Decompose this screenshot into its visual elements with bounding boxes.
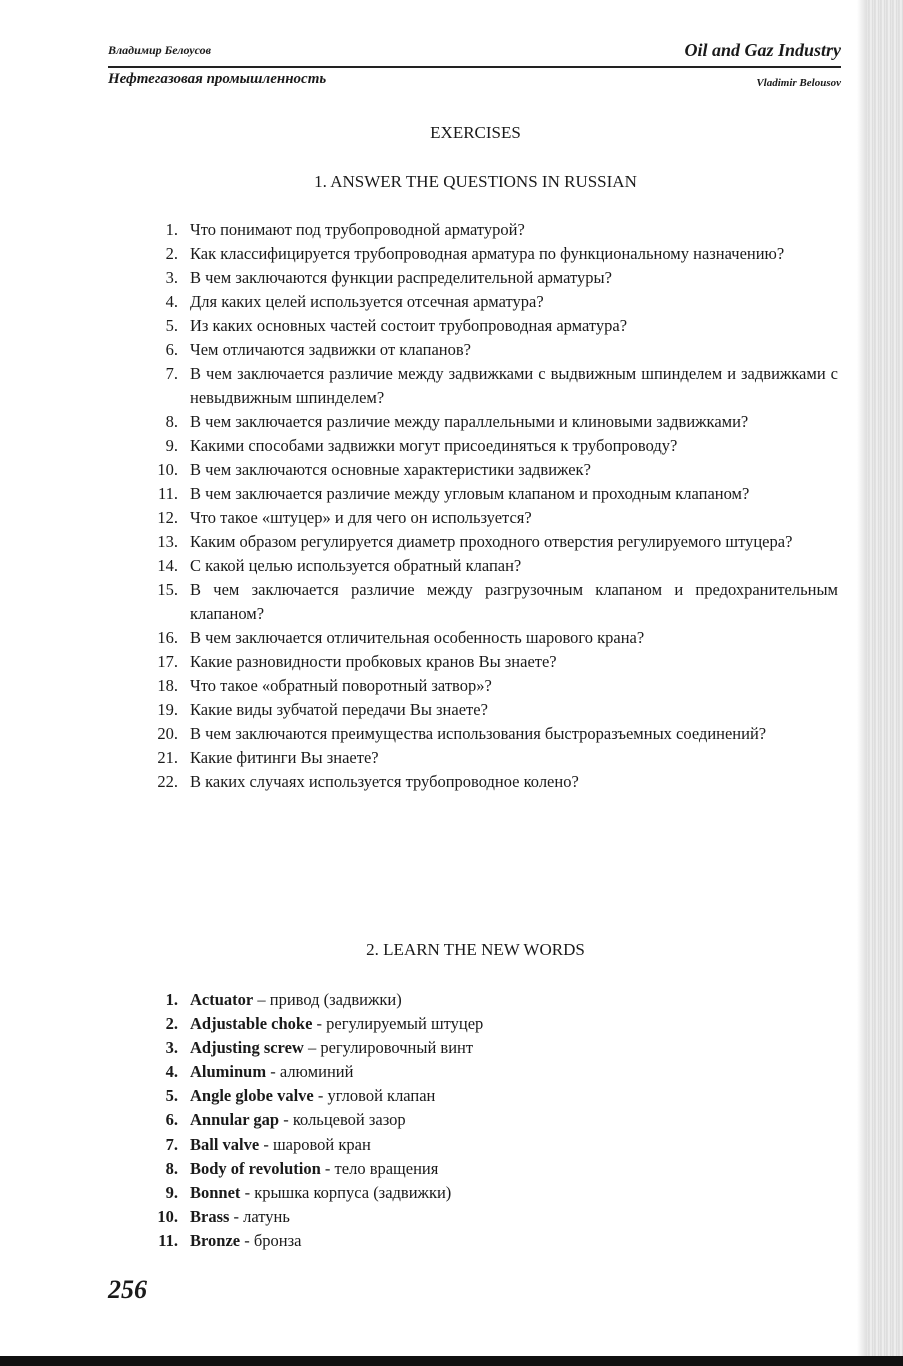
- vocabulary-number: 7.: [165, 1134, 178, 1154]
- header-author-en: Vladimir Belousov: [756, 77, 841, 89]
- vocabulary-term: Actuator: [190, 990, 254, 1009]
- question-item: [140, 218, 838, 242]
- question-item: [140, 482, 838, 506]
- bottom-edge-bar: [0, 1356, 903, 1366]
- vocabulary-translation: алюминий: [279, 1062, 354, 1082]
- question-item: [140, 770, 838, 794]
- vocabulary-item: [140, 1036, 838, 1060]
- question-number: 17.: [157, 652, 178, 671]
- vocabulary-separator: -: [266, 1062, 280, 1082]
- question-number: 16.: [157, 628, 178, 647]
- vocabulary-item: [140, 1157, 838, 1181]
- vocabulary-translation: бронза: [253, 1230, 302, 1250]
- question-text: В чем заключается различие между разгрузочным клапаном и предохранительным клапаном?: [190, 580, 838, 623]
- question-text: В чем заключаются функции распределительной арматуры?: [190, 268, 612, 287]
- section2-heading: 2. LEARN THE NEW WORDS: [366, 940, 585, 959]
- question-text: Для каких целей используется отсечная арматура?: [190, 292, 544, 311]
- question-number: 18.: [157, 676, 178, 695]
- vocabulary-number: 8.: [165, 1158, 178, 1178]
- vocabulary-number: 2.: [165, 1014, 178, 1034]
- question-text: Как классифицируется трубопроводная арматура по функциональному назначению?: [190, 244, 785, 263]
- vocabulary-term: Ball valve: [190, 1134, 260, 1154]
- question-number: 22.: [157, 772, 178, 791]
- vocabulary-number: 1.: [165, 990, 178, 1009]
- question-item: [140, 626, 838, 650]
- question-text: В чем заключается различие между угловым клапаном и проходным клапаном?: [190, 484, 750, 503]
- header-title-ru: Нефтегазовая промышленность: [108, 71, 327, 87]
- question-number: 8.: [165, 412, 178, 431]
- vocabulary-item: [140, 988, 838, 1012]
- question-number: 6.: [165, 340, 178, 359]
- question-number: 14.: [157, 556, 178, 575]
- vocabulary-list: [140, 988, 838, 1253]
- vocabulary-term: Bronze: [190, 1230, 241, 1250]
- vocabulary-separator: -: [279, 1110, 293, 1130]
- vocabulary-separator: -: [320, 1158, 335, 1178]
- question-text: В чем заключаются основные характеристики задвижек?: [190, 460, 591, 479]
- vocabulary-item: [140, 1181, 838, 1205]
- vocabulary-number: 3.: [165, 1038, 178, 1058]
- vocabulary-term: Body of revolution: [190, 1158, 321, 1178]
- vocabulary-item: [140, 1012, 838, 1036]
- question-item: [140, 674, 838, 698]
- question-item: [140, 578, 838, 626]
- vocabulary-term: Angle globe valve: [190, 1086, 314, 1106]
- question-item: [140, 290, 838, 314]
- question-number: 5.: [165, 316, 178, 335]
- question-item: [140, 434, 838, 458]
- vocabulary-term: Brass: [190, 1206, 230, 1226]
- question-item: [140, 746, 838, 770]
- question-item: [140, 242, 838, 266]
- vocabulary-number: 6.: [165, 1110, 178, 1130]
- question-text: Что такое «обратный поворотный затвор»?: [190, 676, 492, 695]
- question-number: 10.: [157, 460, 178, 479]
- question-text: С какой целью используется обратный клапан?: [190, 556, 522, 575]
- header-title-en: Oil and Gaz Industry: [684, 40, 841, 60]
- question-text: В чем заключается отличительная особенность шарового крана?: [190, 628, 645, 647]
- question-number: 12.: [157, 508, 178, 527]
- vocabulary-separator: –: [303, 1038, 321, 1058]
- question-item: [140, 554, 838, 578]
- vocabulary-translation: крышка корпуса (задвижки): [254, 1182, 452, 1202]
- question-text: Что такое «штуцер» и для чего он используется?: [190, 508, 532, 527]
- question-text: Какие виды зубчатой передачи Вы знаете?: [190, 700, 488, 719]
- question-text: Что понимают под трубопроводной арматурой?: [190, 220, 525, 239]
- vocabulary-translation: привод (задвижки): [269, 990, 402, 1009]
- question-item: [140, 650, 838, 674]
- vocabulary-separator: -: [313, 1086, 328, 1106]
- vocabulary-number: 11.: [158, 1230, 178, 1250]
- vocabulary-separator: -: [312, 1014, 327, 1034]
- question-item: [140, 698, 838, 722]
- vocabulary-translation: шаровой кран: [272, 1134, 371, 1154]
- vocabulary-separator: -: [259, 1134, 273, 1154]
- vocabulary-translation: регулируемый штуцер: [326, 1014, 484, 1034]
- question-text: Каким образом регулируется диаметр проходного отверстия регулируемого штуцера?: [190, 532, 793, 551]
- question-number: 2.: [165, 244, 178, 263]
- question-number: 9.: [165, 436, 178, 455]
- vocabulary-translation: регулировочный винт: [320, 1038, 474, 1058]
- question-text: В чем заключается различие между задвижками с выдвижным шпинделем и задвижками с невыдвижным шпинделем?: [190, 364, 838, 407]
- vocabulary-translation: латунь: [243, 1206, 290, 1226]
- section1-heading: 1. ANSWER THE QUESTIONS IN RUSSIAN: [314, 172, 637, 191]
- header-rule: [108, 66, 841, 68]
- vocabulary-separator: -: [240, 1230, 254, 1250]
- vocabulary-item: [140, 1205, 838, 1229]
- question-item: [140, 506, 838, 530]
- vocabulary-translation: угловой клапан: [327, 1086, 436, 1106]
- vocabulary-translation: кольцевой зазор: [292, 1110, 406, 1130]
- question-item: [140, 266, 838, 290]
- vocabulary-separator: –: [253, 990, 270, 1009]
- vocabulary-item: [140, 1060, 838, 1084]
- vocabulary-number: 9.: [165, 1182, 178, 1202]
- question-number: 20.: [157, 724, 178, 743]
- vocabulary-item: [140, 1084, 838, 1108]
- vocabulary-term: Adjusting screw: [190, 1038, 304, 1058]
- question-number: 1.: [165, 220, 178, 239]
- vocabulary-separator: -: [240, 1182, 255, 1202]
- question-number: 4.: [165, 292, 178, 311]
- page-spine: [867, 0, 903, 1366]
- question-item: [140, 338, 838, 362]
- question-text: Чем отличаются задвижки от клапанов?: [190, 340, 471, 359]
- question-number: 7.: [165, 364, 178, 383]
- question-text: В чем заключаются преимущества использования быстроразъемных соединений?: [190, 724, 767, 743]
- question-item: [140, 458, 838, 482]
- question-item: [140, 722, 838, 746]
- page-spine-shadow: [857, 0, 867, 1366]
- header-author-ru: Владимир Белоусов: [108, 43, 211, 57]
- question-text: В чем заключается различие между параллельными и клиновыми задвижками?: [190, 412, 749, 431]
- question-text: Какими способами задвижки могут присоединяться к трубопроводу?: [190, 436, 678, 455]
- vocabulary-number: 10.: [157, 1206, 178, 1226]
- question-text: Какие фитинги Вы знаете?: [190, 748, 379, 767]
- question-number: 11.: [157, 484, 178, 503]
- question-number: 13.: [157, 532, 178, 551]
- vocabulary-term: Annular gap: [190, 1110, 280, 1130]
- vocabulary-item: [140, 1229, 838, 1253]
- vocabulary-number: 4.: [165, 1062, 178, 1082]
- question-text: Какие разновидности пробковых кранов Вы знаете?: [190, 652, 557, 671]
- question-number: 3.: [165, 268, 178, 287]
- question-number: 19.: [157, 700, 178, 719]
- page-number: 256: [108, 1275, 147, 1304]
- vocabulary-term: Bonnet: [190, 1182, 241, 1202]
- vocabulary-translation: тело вращения: [334, 1158, 439, 1178]
- question-item: [140, 410, 838, 434]
- question-list: [140, 218, 838, 794]
- question-number: 15.: [157, 580, 178, 599]
- exercises-heading: EXERCISES: [430, 123, 521, 142]
- question-text: В каких случаях используется трубопроводное колено?: [190, 772, 579, 791]
- question-number: 21.: [157, 748, 178, 767]
- vocabulary-term: Aluminum: [190, 1062, 267, 1082]
- vocabulary-term: Adjustable choke: [190, 1014, 313, 1034]
- question-text: Из каких основных частей состоит трубопроводная арматура?: [190, 316, 628, 335]
- vocabulary-separator: -: [229, 1206, 244, 1226]
- vocabulary-item: [140, 1133, 838, 1157]
- question-item: [140, 530, 838, 554]
- vocabulary-number: 5.: [165, 1086, 178, 1106]
- question-item: [140, 362, 838, 410]
- vocabulary-item: [140, 1108, 838, 1132]
- question-item: [140, 314, 838, 338]
